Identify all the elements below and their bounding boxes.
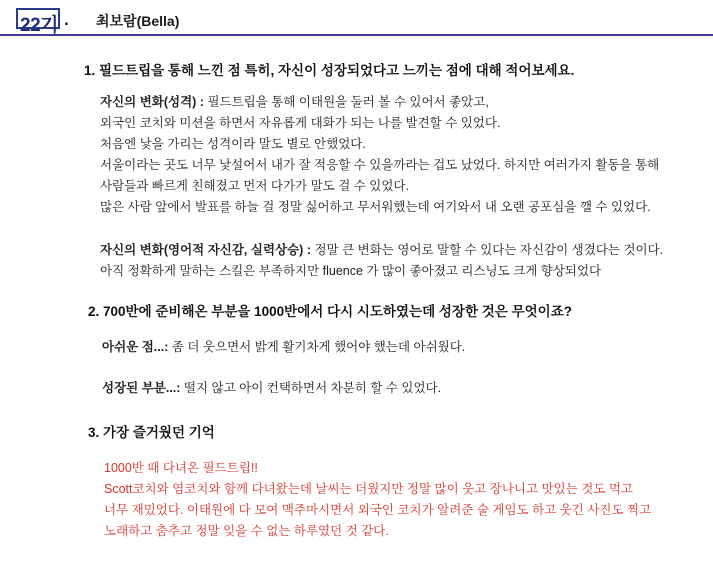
answer-4: [102, 378, 702, 399]
answer-1: [100, 92, 700, 218]
answer-1-line-2: 처음엔 낯을 가리는 성격이라 말도 별로 안했었다.: [100, 137, 366, 151]
cohort-badge: [20, 10, 58, 37]
answer-3-line-0: 좀 더 웃으면서 밝게 활기차게 했어야 했는데 아쉬웠다.: [168, 340, 466, 354]
answer-3: [102, 337, 702, 358]
question-2: 2. 700반에 준비해온 부분을 1000반에서 다시 시도하였는데 성장한 것은 무엇이죠?: [88, 304, 573, 319]
answer-2: [100, 240, 700, 282]
answer-1-lead: 자신의 변화(성격) :: [100, 95, 204, 109]
answer-1-line-5: 많은 사람 앞에서 발표를 하늘 걸 정말 싫어하고 무서워했는데 여기와서 내 오랜 공포심을 깰 수 있었다.: [100, 200, 651, 214]
answer-2-line-0: 정말 큰 변화는 영어로 말할 수 있다는 자신감이 생겼다는 것이다.: [310, 243, 664, 257]
answer-2-lead: 자신의 변화(영어적 자신감, 실력상승) :: [100, 243, 311, 257]
cohort-number: 22: [20, 15, 41, 36]
answer-1-line-0: 필드트립을 통해 이태원을 둘러 볼 수 있어서 좋았고,: [203, 95, 489, 109]
cohort-number-suffix: 기: [40, 15, 58, 36]
answer-5: [104, 458, 704, 542]
answer-4-line-0: 떨지 않고 아이 컨택하면서 차분히 할 수 있었다.: [180, 381, 442, 395]
answer-2-line-1: 아직 정확하게 말하는 스킬은 부족하지만 fluence 가 많이 좋아졌고 리스닝도 크게 향상되었다: [100, 264, 602, 278]
answer-5-line-2: 너무 재밌었다. 이태원에 다 모여 맥주마시면서 외국인 코치가 알려준 술 게임도 하고 웃긴 사진도 찍고: [104, 503, 652, 517]
header-divider: [0, 34, 713, 36]
badge-dot: .: [64, 10, 69, 29]
answer-5-line-3: 노래하고 춤추고 정말 잊을 수 없는 하루였던 것 같다.: [104, 524, 389, 538]
answer-1-line-3: 서울이라는 곳도 너무 낯설어서 내가 잘 적응할 수 있을까라는 겁도 났었다. 하지만 여러가지 활동을 통해: [100, 158, 660, 172]
answer-1-line-1: 외국인 코치와 미션을 하면서 자유롭게 대화가 되는 나를 발견할 수 있었다.: [100, 116, 501, 130]
document-header: [0, 0, 713, 36]
answer-1-line-4: 사람들과 빠르게 친해졌고 먼저 다가가 말도 걸 수 있었다.: [100, 179, 409, 193]
question-1: 1. 필드트립을 통해 느낀 점 특히, 자신이 성장되었다고 느끼는 점에 대해 적어보세요.: [84, 63, 575, 78]
answer-4-lead: 성장된 부분...:: [102, 381, 181, 395]
answer-5-line-1: Scott코치와 염코치와 함께 다녀왔는데 날씨는 더웠지만 정말 많이 웃고 장나니고 맛있는 것도 먹고: [104, 482, 634, 496]
answer-3-lead: 아쉬운 점...:: [102, 340, 169, 354]
question-3: 3. 가장 즐거웠던 기억: [88, 425, 215, 440]
author-name: 최보람(Bella): [96, 13, 180, 29]
answer-5-line-0: 1000반 때 다녀온 필드트립!!: [104, 461, 258, 475]
